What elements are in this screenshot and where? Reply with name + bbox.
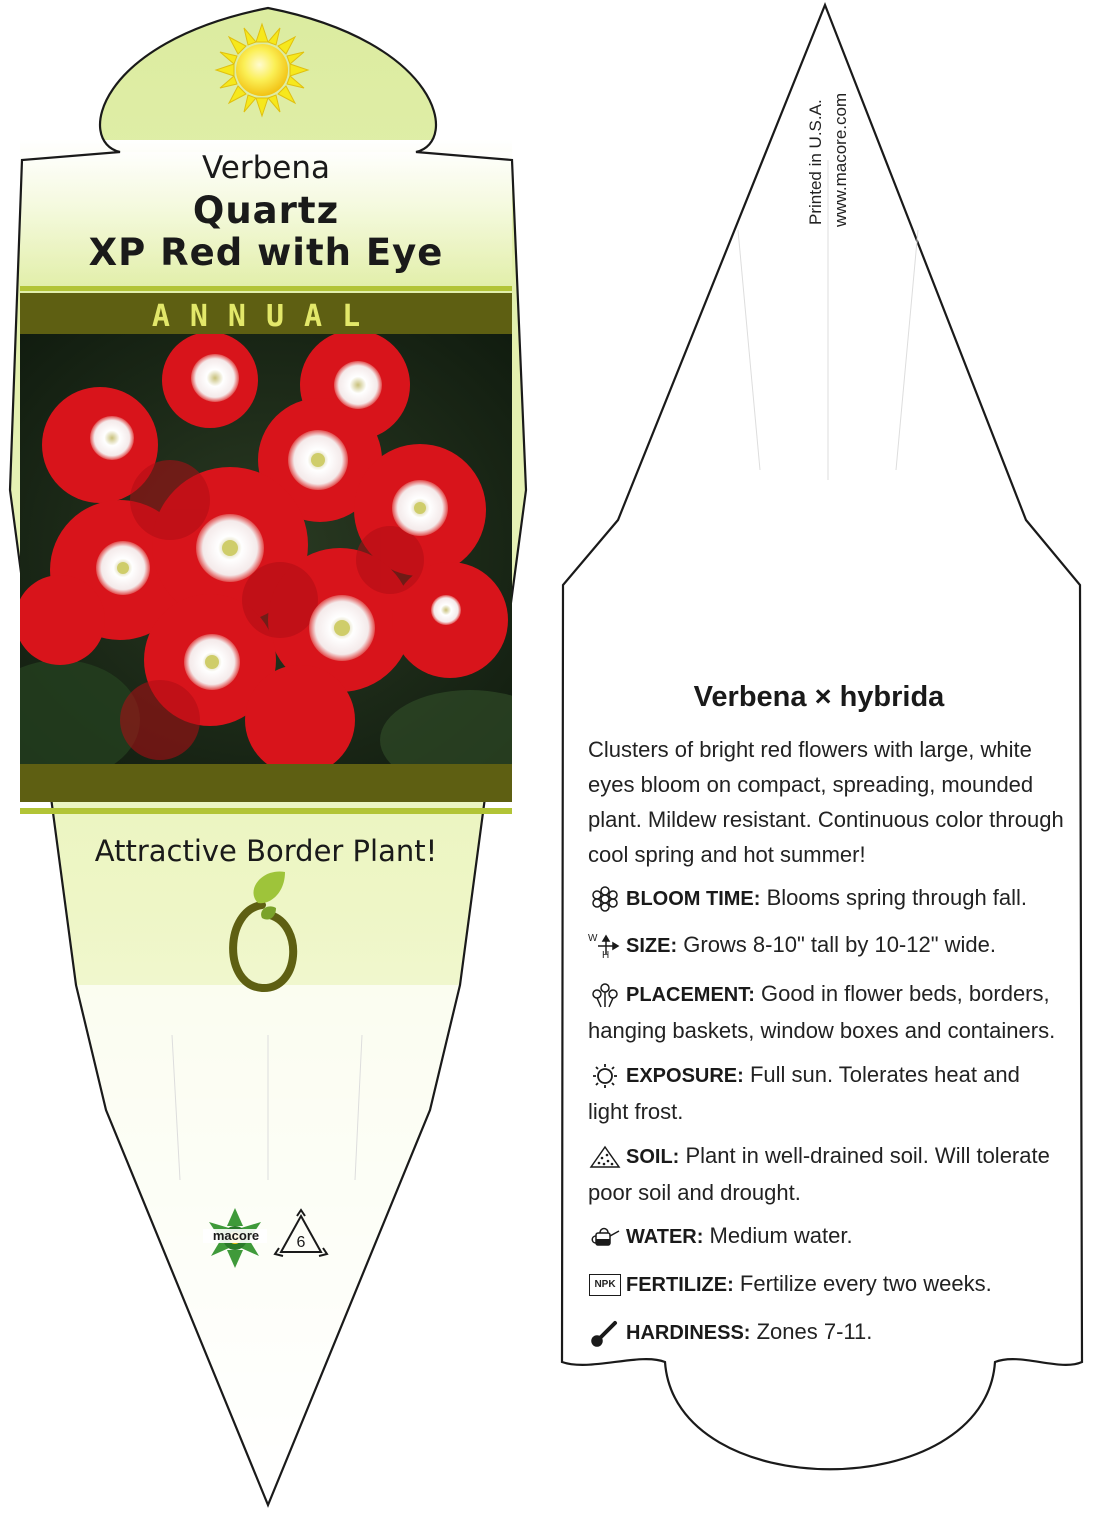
website-text: www.macore.com: [831, 92, 850, 227]
bottom-olive-band: [20, 764, 512, 802]
cultivar-line-2: XP Red with Eye: [88, 231, 444, 274]
hardiness-value: Zones 7-11.: [756, 1319, 873, 1344]
water-value: Medium water.: [709, 1223, 853, 1248]
water-row: [588, 1218, 1064, 1255]
plant-cluster-icon: [588, 981, 622, 1009]
fertilize-value: Fertilize every two weeks.: [739, 1271, 992, 1296]
sun-icon: [216, 24, 308, 116]
soil-mound-icon: [588, 1143, 622, 1171]
water-label: WATER:: [626, 1226, 704, 1248]
cultivar-line-1: Quartz: [192, 189, 340, 232]
hardiness-label: HARDINESS:: [626, 1322, 751, 1344]
placement-label: PLACEMENT:: [626, 984, 755, 1006]
hardiness-row: [588, 1314, 1064, 1351]
exposure-label: EXPOSURE:: [626, 1065, 744, 1087]
scientific-name: Verbena × hybrida: [693, 681, 945, 713]
watering-can-icon: [588, 1223, 622, 1251]
category-label: ANNUAL: [151, 299, 381, 334]
flower-icon: [588, 885, 622, 913]
placement-value: Good in flower beds, borders, hanging baskets, window boxes and containers.: [588, 981, 1056, 1043]
verbena-photo: [0, 330, 560, 790]
recycle-code: 6: [296, 1234, 306, 1251]
exposure-value: Full sun. Tolerates heat and light frost.: [588, 1062, 1020, 1124]
soil-value: Plant in well-drained soil. Will tolerate poor soil and drought.: [588, 1143, 1050, 1205]
sun-outline-icon: [588, 1062, 622, 1090]
fertilize-label: FERTILIZE:: [626, 1274, 734, 1296]
soil-label: SOIL:: [626, 1146, 680, 1168]
npk-icon: NPK: [588, 1271, 622, 1299]
size-row: [588, 927, 1064, 964]
soil-row: [588, 1138, 1064, 1210]
exposure-row: [588, 1057, 1064, 1129]
bloom-time-value: Blooms spring through fall.: [766, 885, 1028, 910]
tagline: Attractive Border Plant!: [94, 834, 438, 868]
printed-in-text: Printed in U.S.A.: [806, 99, 825, 225]
macore-brand-text: macore: [212, 1228, 260, 1243]
size-arrows-icon: W H: [588, 932, 622, 960]
bloom-time-row: [588, 880, 1064, 917]
placement-row: [588, 976, 1064, 1048]
bloom-time-label: BLOOM TIME:: [626, 888, 761, 910]
fertilize-row: [588, 1266, 1064, 1303]
thermometer-icon: [588, 1319, 622, 1347]
size-label: SIZE:: [626, 935, 678, 957]
common-name: Verbena: [201, 150, 330, 186]
size-value: Grows 8-10" tall by 10-12" wide.: [683, 932, 997, 957]
description: Clusters of bright red flowers with large, white eyes bloom on compact, spreading, mounded plant. Mildew resistant. Continuous color through cool spring and hot summer!: [588, 737, 1064, 867]
